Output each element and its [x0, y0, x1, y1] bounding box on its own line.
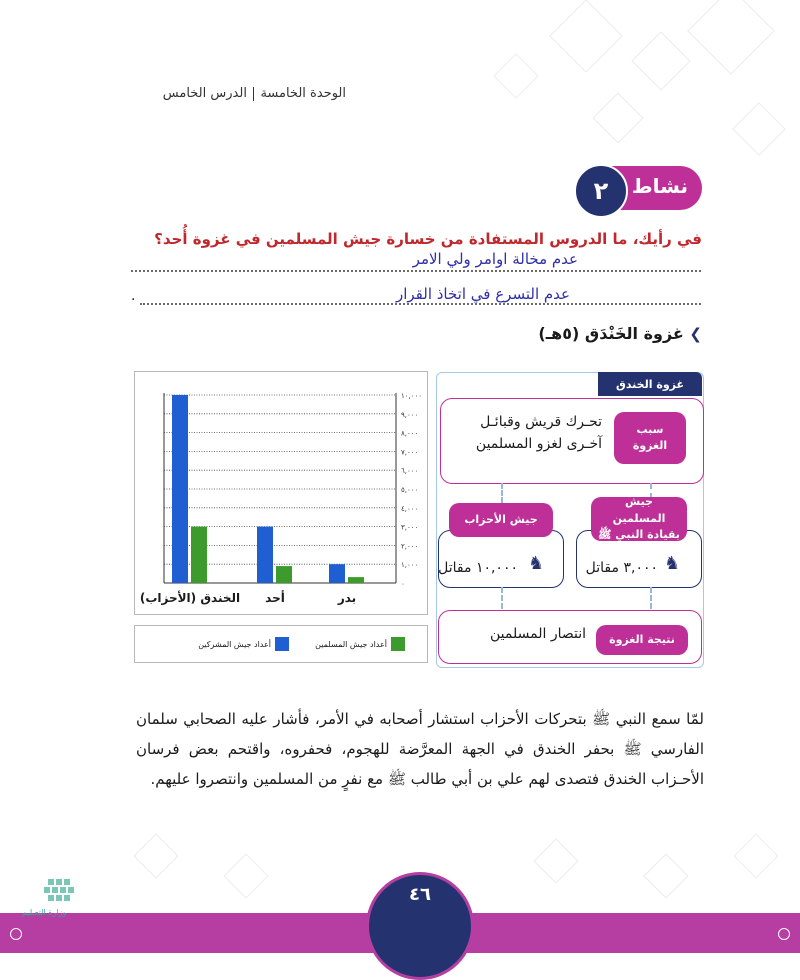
ministry-logo-text: وزارة التعـليم — [22, 908, 67, 917]
background-decoration — [223, 853, 268, 898]
page-header — [163, 86, 346, 101]
y-tick-label: ١٠,٠٠٠ — [401, 392, 423, 400]
bar-chart — [134, 371, 428, 615]
background-decoration — [631, 31, 690, 90]
bar-muslims — [191, 527, 207, 583]
background-decoration — [133, 833, 178, 878]
result-label: نتيجة الغزوة — [596, 625, 688, 655]
dashed-connector — [501, 587, 503, 609]
bar-muslims — [276, 566, 292, 583]
header-unit: الوحدة الخامسة — [260, 86, 346, 101]
y-tick-label: ٣,٠٠٠ — [401, 523, 419, 532]
y-tick-label: ٥,٠٠٠ — [401, 486, 419, 494]
background-decoration — [549, 0, 623, 73]
x-category-label: الخندق (الأحزاب) — [139, 591, 241, 605]
x-category-label: بدر — [337, 591, 357, 605]
page-number: ٤٦ — [409, 884, 431, 905]
dashed-connector — [501, 483, 503, 503]
footer-dot — [778, 928, 790, 940]
background-decoration — [643, 853, 688, 898]
header-lesson: الدرس الخامس — [162, 86, 247, 101]
activity-label: نشاط — [631, 174, 688, 198]
cause-text-line-2: آخـرى لغزو المسلمين — [475, 436, 602, 452]
cause-label — [614, 412, 686, 464]
legend-label-polytheists: أعداد جيش المشركين — [198, 640, 271, 649]
y-tick-label: ٢,٠٠٠ — [401, 542, 419, 551]
y-tick-label: ٦,٠٠٠ — [401, 467, 419, 476]
background-decoration — [593, 93, 644, 144]
legend-label-muslims: أعداد جيش المسلمين — [315, 640, 387, 649]
muslims-army-label-text: جيش المسلمين بقيادة النبي ﷺ — [598, 495, 680, 542]
answer-line-2[interactable]: عدم التسرع في اتخاذ القرار — [395, 285, 570, 303]
ahzab-army-count: ١٠,٠٠٠ مقاتل — [438, 560, 518, 576]
background-decoration — [733, 833, 778, 878]
y-tick-label: ٨,٠٠٠ — [401, 429, 419, 438]
horse-rider-icon: ♞ — [528, 553, 545, 574]
activity-number: ٢ — [574, 164, 628, 218]
cause-text-line-1: تحـرك قريش وقبائـل — [480, 414, 602, 430]
bar-polytheists — [257, 527, 273, 583]
ahzab-army-box — [438, 530, 564, 588]
chevron-right-icon: ❯ — [689, 325, 702, 343]
muslims-army-count: ٣,٠٠٠ مقاتل — [585, 560, 658, 576]
y-tick-label: ٩,٠٠٠ — [401, 410, 419, 419]
body-paragraph: لمّا سمع النبي ﷺ بتحركات الأحزاب استشار أصحابه في الأمر، فأشار عليه الصحابي سلمان الفارسي ﷺ بحفر الخندق في الجهة المعرَّضة للهجوم، فحفروه، واقتحم بعض فرسان الأحـزاب الخندق فتصدى لهم علي بن أبي طالب ﷺ مع نفرٍ من المسلمين وانتصروا عليهم. — [136, 710, 704, 788]
x-category-label: أحد — [265, 591, 285, 605]
answer-line-1[interactable]: عدم مخالة اوامر ولي الامر — [412, 250, 578, 268]
dashed-connector — [650, 587, 652, 609]
header-separator — [253, 87, 255, 101]
background-decoration — [493, 53, 538, 98]
section-title-text: غزوة الخَنْدَق (٥هـ) — [538, 324, 684, 343]
answer-tail-dot: . — [131, 288, 136, 304]
section-title — [538, 324, 702, 343]
background-decoration — [533, 838, 578, 883]
legend-swatch-polytheists — [275, 637, 289, 651]
ahzab-army-label: جيش الأحزاب — [449, 503, 553, 537]
question-text: في رأيك، ما الدروس المستفادة من خسارة جيش المسلمين في غزوة أُحد؟ — [154, 230, 702, 248]
y-tick-label: ٤,٠٠٠ — [401, 504, 419, 513]
bar-polytheists — [329, 564, 345, 583]
diagram-topic: غزوة الخندق — [598, 372, 702, 396]
footer-dot — [10, 928, 22, 940]
result-text: انتصار المسلمين — [490, 626, 586, 642]
y-tick-label: ٧,٠٠٠ — [401, 448, 419, 457]
bar-polytheists — [172, 395, 188, 583]
background-decoration — [687, 0, 775, 75]
answer-dotted-line — [131, 270, 701, 272]
answer-dotted-line — [140, 303, 701, 305]
legend-swatch-muslims — [391, 637, 405, 651]
background-decoration — [732, 102, 786, 156]
ministry-logo — [20, 877, 110, 909]
muslims-army-label — [591, 497, 687, 541]
horse-rider-icon: ♞ — [664, 553, 681, 574]
y-tick-label: ١,٠٠٠ — [401, 561, 419, 570]
bar-muslims — [348, 577, 364, 583]
y-tick-label: ٠ — [401, 580, 405, 588]
cause-label-text: سبب الغزوة — [632, 422, 668, 452]
